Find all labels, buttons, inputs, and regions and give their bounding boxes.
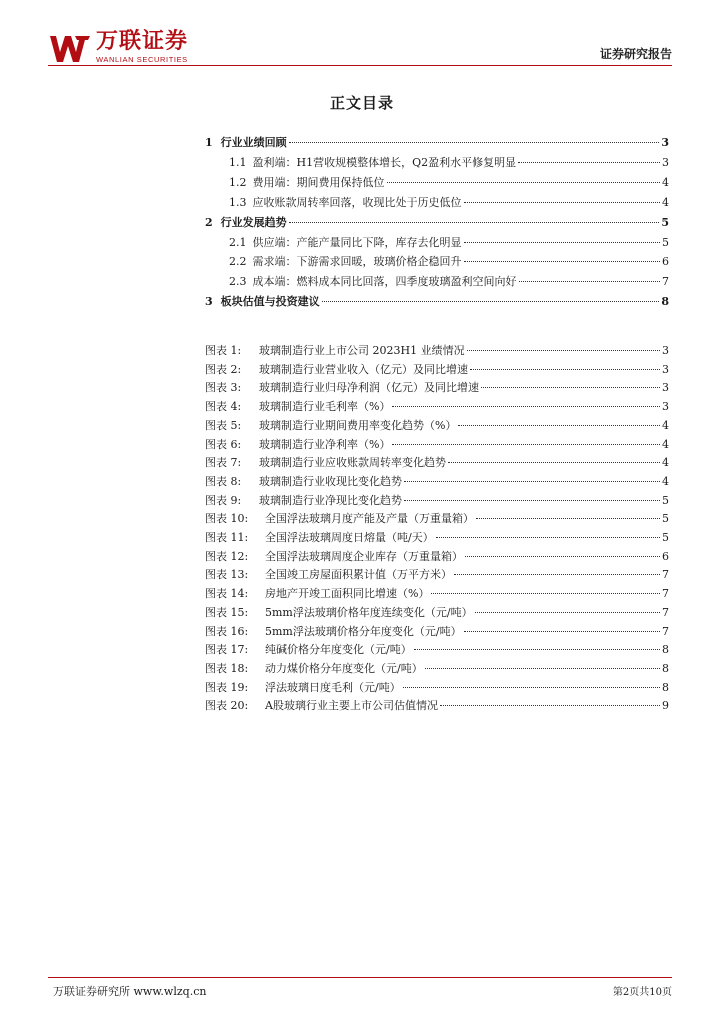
dot-leader xyxy=(289,221,660,223)
figure-entry[interactable] xyxy=(205,604,669,624)
figure-entry[interactable] xyxy=(205,510,669,530)
figure-label: 图表 1: xyxy=(205,344,242,357)
footer-source: 万联证券研究所 www.wlzq.cn xyxy=(53,985,207,998)
figure-title: 5mm浮法玻璃价格年度连续变化（元/吨） xyxy=(265,605,473,619)
figure-entry[interactable] xyxy=(205,697,669,717)
figure-page: 6 xyxy=(662,549,669,563)
toc-entry-number: 2 xyxy=(205,215,213,229)
figure-title: A股玻璃行业主要上市公司估值情况 xyxy=(265,699,438,713)
figure-entry[interactable] xyxy=(205,454,669,474)
dot-leader xyxy=(464,241,661,243)
figure-title: 纯碱价格分年度变化（元/吨） xyxy=(265,643,412,657)
dot-leader xyxy=(464,201,661,203)
toc-entry-text: 行业业绩回顾 xyxy=(220,136,287,149)
figure-label: 图表 12: xyxy=(205,549,249,563)
figure-page: 7 xyxy=(662,568,669,582)
figure-title: 玻璃制造行业毛利率（%） xyxy=(259,400,391,414)
figure-label: 图表 6: xyxy=(205,437,242,451)
toc-entry-number: 1 xyxy=(205,136,213,149)
figure-label: 图表 5: xyxy=(205,418,242,432)
figure-entry[interactable] xyxy=(205,436,669,456)
toc-entry[interactable] xyxy=(205,214,669,234)
figure-entry[interactable] xyxy=(205,398,669,418)
figure-page: 3 xyxy=(662,381,669,395)
figure-title: 全国竣工房屋面积累计值（万平方米） xyxy=(265,568,452,582)
figure-label: 图表 4: xyxy=(205,400,242,414)
brand-name-en: WANLIAN SECURITIES xyxy=(96,55,188,64)
toc-entry-text: 行业发展趋势 xyxy=(220,215,287,229)
figure-label: 图表 13: xyxy=(205,568,249,582)
toc-entry-page: 7 xyxy=(662,275,669,289)
figure-page: 4 xyxy=(662,418,669,432)
dot-leader xyxy=(448,461,660,463)
figure-page: 7 xyxy=(662,624,669,638)
figure-page: 7 xyxy=(662,605,669,619)
figure-label: 图表 10: xyxy=(205,512,249,526)
figure-entry[interactable] xyxy=(205,492,669,512)
figure-page: 3 xyxy=(662,344,669,357)
dot-leader xyxy=(475,611,660,613)
dot-leader xyxy=(404,499,660,501)
figure-label: 图表 8: xyxy=(205,474,242,488)
figure-entry[interactable] xyxy=(205,548,669,568)
figure-page: 3 xyxy=(662,362,669,376)
toc-entry-number: 3 xyxy=(205,295,213,309)
toc-entry[interactable] xyxy=(229,194,669,214)
figure-label: 图表 2: xyxy=(205,362,242,376)
toc-entry-page: 5 xyxy=(661,215,669,229)
toc-entry-number: 2.1 xyxy=(229,235,247,249)
figure-label: 图表 16: xyxy=(205,624,249,638)
dot-leader xyxy=(425,667,660,669)
toc-entry-page: 4 xyxy=(662,195,669,209)
toc-entry-number: 2.2 xyxy=(229,255,247,269)
figure-label: 图表 14: xyxy=(205,587,249,601)
figure-entry[interactable] xyxy=(205,417,669,437)
figure-entry[interactable] xyxy=(205,641,669,661)
figure-label: 图表 15: xyxy=(205,605,249,619)
figure-title: 浮法玻璃日度毛利（元/吨） xyxy=(265,680,401,694)
toc-entry-number: 1.2 xyxy=(229,175,247,189)
dot-leader xyxy=(458,424,660,426)
figure-entry[interactable] xyxy=(205,379,669,399)
dot-leader xyxy=(470,368,660,370)
figure-title: 动力煤价格分年度变化（元/吨） xyxy=(265,661,423,675)
toc-entry-number: 2.3 xyxy=(229,275,247,289)
dot-leader xyxy=(465,555,660,557)
figure-entry[interactable] xyxy=(205,623,669,643)
dot-leader xyxy=(519,280,661,282)
toc-entry-number: 1.1 xyxy=(229,155,247,169)
dot-leader xyxy=(464,260,661,262)
toc-entry-page: 6 xyxy=(662,255,669,269)
dot-leader xyxy=(467,349,660,351)
toc-entry-text: 供应端：产能产量同比下降，库存去化明显 xyxy=(252,235,462,249)
dot-leader xyxy=(403,686,660,688)
figure-title: 全国浮法玻璃月度产能及产量（万重量箱） xyxy=(265,512,474,526)
toc-entry[interactable] xyxy=(229,174,669,194)
figure-entry[interactable] xyxy=(205,361,669,381)
figure-title: 玻璃制造行业归母净利润（亿元）及同比增速 xyxy=(259,381,479,395)
toc-entry-text: 费用端：期间费用保持低位 xyxy=(252,175,385,189)
figure-title: 玻璃制造行业营业收入（亿元）及同比增速 xyxy=(259,362,468,376)
toc-entry-page: 4 xyxy=(662,175,669,189)
toc-entry-text: 应收账款周转率回落，收现比处于历史低位 xyxy=(252,195,462,209)
figure-entry[interactable] xyxy=(205,660,669,680)
toc-entry-page: 5 xyxy=(662,235,669,249)
figure-page: 4 xyxy=(662,437,669,451)
figure-entry[interactable] xyxy=(205,679,669,699)
toc-entry-number: 1.3 xyxy=(229,195,247,209)
dot-leader xyxy=(414,648,660,650)
toc-entry-text: 需求端：下游需求回暖，玻璃价格企稳回升 xyxy=(252,255,462,269)
dot-leader xyxy=(322,300,660,302)
figure-page: 3 xyxy=(662,400,669,414)
toc-entry[interactable] xyxy=(229,253,669,273)
figure-label: 图表 11: xyxy=(205,531,249,544)
page-header xyxy=(0,0,724,70)
figure-label: 图表 3: xyxy=(205,381,242,395)
figure-page: 8 xyxy=(662,680,669,694)
toc-entry-page: 3 xyxy=(661,136,669,149)
figure-title: 5mm浮法玻璃价格分年度变化（元/吨） xyxy=(265,624,462,638)
figure-entry[interactable] xyxy=(205,566,669,586)
toc-entry[interactable] xyxy=(229,273,669,293)
dot-leader xyxy=(464,630,660,632)
figure-title: 玻璃制造行业净利率（%） xyxy=(259,437,391,451)
dot-leader xyxy=(431,592,660,594)
dot-leader xyxy=(476,517,660,519)
brand-name-cn: 万联证券 xyxy=(96,29,189,54)
report-type: 证券研究报告 xyxy=(599,47,672,61)
figure-label: 图表 7: xyxy=(205,456,242,470)
figure-entry[interactable] xyxy=(205,529,669,549)
toc-entry-text: 盈利端：H1营收规模整体增长，Q2盈利水平修复明显 xyxy=(252,155,517,169)
toc-entry[interactable] xyxy=(205,293,669,313)
dot-leader xyxy=(387,181,661,183)
toc-entry[interactable] xyxy=(205,134,669,154)
dot-leader xyxy=(392,405,660,407)
dot-leader xyxy=(440,704,660,706)
figure-page: 5 xyxy=(662,531,669,544)
dot-leader xyxy=(481,386,660,388)
figure-entry[interactable] xyxy=(205,585,669,605)
toc-entry[interactable] xyxy=(229,234,669,254)
figure-title: 房地产开竣工面积同比增速（%） xyxy=(265,587,430,601)
figure-page: 4 xyxy=(662,474,669,488)
figure-title: 玻璃制造行业期间费用率变化趋势（%） xyxy=(259,418,457,432)
figure-label: 图表 18: xyxy=(205,661,249,675)
figure-title: 玻璃制造行业应收账款周转率变化趋势 xyxy=(259,456,446,470)
toc-entry-text: 成本端：燃料成本同比回落，四季度玻璃盈利空间向好 xyxy=(252,275,517,289)
figure-page: 8 xyxy=(662,643,669,657)
figure-label: 图表 19: xyxy=(205,680,249,694)
toc-title: 正文目录 xyxy=(329,94,394,112)
figure-title: 全国浮法玻璃周度日熔量（吨/天） xyxy=(265,531,434,544)
footer-rule xyxy=(48,977,672,978)
dot-leader xyxy=(518,161,660,163)
dot-leader xyxy=(392,443,660,445)
figure-page: 4 xyxy=(662,456,669,470)
toc-entry-page: 3 xyxy=(662,155,669,169)
dot-leader xyxy=(404,480,660,482)
toc-entry-text: 板块估值与投资建议 xyxy=(220,295,320,309)
header-rule xyxy=(48,65,672,66)
dot-leader xyxy=(436,536,660,538)
dot-leader xyxy=(454,573,660,575)
figure-title: 玻璃制造行业净现比变化趋势 xyxy=(259,493,402,507)
wanlian-logo-icon xyxy=(49,34,91,64)
footer-page-number: 第2页共10页 xyxy=(612,987,672,998)
figure-title: 玻璃制造行业收现比变化趋势 xyxy=(259,474,402,488)
figure-entry[interactable] xyxy=(205,473,669,493)
figure-title: 玻璃制造行业上市公司 2023H1 业绩情况 xyxy=(259,344,465,357)
figure-title: 全国浮法玻璃周度企业库存（万重量箱） xyxy=(265,549,463,563)
figure-page: 7 xyxy=(662,587,669,601)
figure-label: 图表 9: xyxy=(205,493,242,507)
toc-entry[interactable] xyxy=(229,154,669,174)
figure-entry[interactable] xyxy=(205,342,669,362)
figure-page: 8 xyxy=(662,661,669,675)
figure-label: 图表 20: xyxy=(205,699,249,713)
figure-page: 5 xyxy=(662,493,669,507)
figure-page: 5 xyxy=(662,512,669,526)
figure-page: 9 xyxy=(662,699,669,713)
dot-leader xyxy=(289,141,660,143)
toc-entry-page: 8 xyxy=(661,295,669,309)
figure-label: 图表 17: xyxy=(205,643,249,657)
